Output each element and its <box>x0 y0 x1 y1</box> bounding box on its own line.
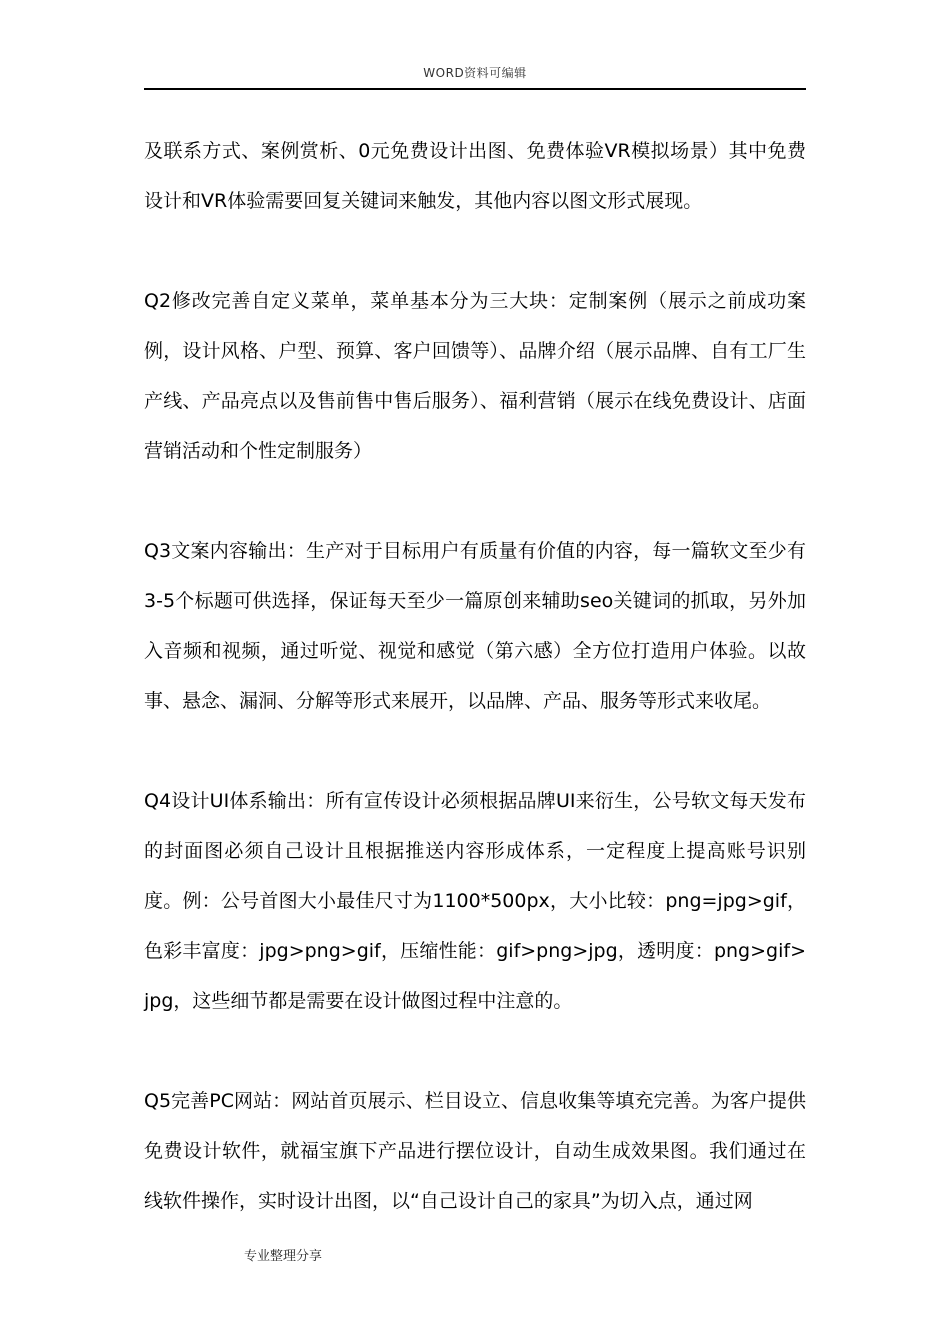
paragraph-spacer <box>144 726 806 776</box>
paragraph-spacer <box>144 476 806 526</box>
page-footer: 专业整理分享 <box>244 1249 323 1264</box>
paragraph-q4: Q4设计UI体系输出：所有宣传设计必须根据品牌UI来衍生，公号软文每天发布的封面图必须自己设计且根据推送内容形成体系，一定程度上提高账号识别度。例：公号首图大小最佳尺寸为1100*500px，大小比较：png=jpg>gif，色彩丰富度：jpg>png>gif，压缩性能：gif>png>jpg，透明度：png>gif>jpg，这些细节都是需要在设计做图过程中注意的。 <box>144 790 806 1012</box>
header-text: WORD资料可编辑 <box>423 66 527 80</box>
paragraph-q3: Q3文案内容输出：生产对于目标用户有质量有价值的内容，每一篇软文至少有3-5个标题可供选择，保证每天至少一篇原创来辅助seo关键词的抓取，另外加入音频和视频，通过听觉、视觉和感觉（第六感）全方位打造用户体验。以故事、悬念、漏洞、分解等形式来展开，以品牌、产品、服务等形式来收尾。 <box>144 540 806 712</box>
page-header <box>144 62 806 90</box>
paragraph-q2: Q2修改完善自定义菜单，菜单基本分为三大块：定制案例（展示之前成功案例，设计风格、户型、预算、客户回馈等）、品牌介绍（展示品牌、自有工厂生产线、产品亮点以及售前售中售后服务）、福利营销（展示在线免费设计、店面营销活动和个性定制服务） <box>144 290 806 462</box>
paragraph-spacer <box>144 1026 806 1076</box>
document-body <box>144 126 806 1226</box>
paragraph-intro: 及联系方式、案例赏析、0元免费设计出图、免费体验VR模拟场景）其中免费设计和VR体验需要回复关键词来触发，其他内容以图文形式展现。 <box>144 140 806 212</box>
paragraph-q5: Q5完善PC网站：网站首页展示、栏目设立、信息收集等填充完善。为客户提供免费设计软件，就福宝旗下产品进行摆位设计，自动生成效果图。我们通过在线软件操作，实时设计出图，以“自己设计自己的家具”为切入点，通过网 <box>144 1090 806 1212</box>
paragraph-spacer <box>144 226 806 276</box>
